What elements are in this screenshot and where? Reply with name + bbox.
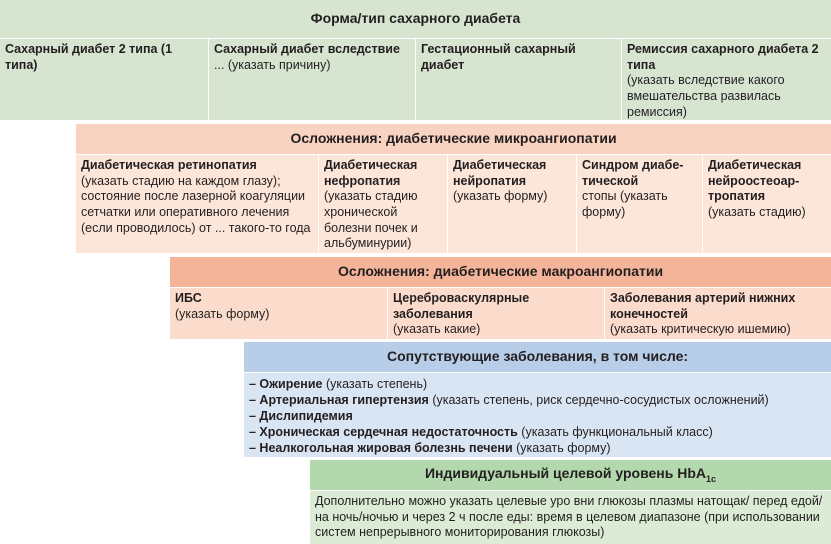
diabetic-foot-cell [576, 155, 702, 253]
macroangiopathy-header [170, 257, 831, 287]
heart-failure-label: – Хроническая сердечная недостаточность [249, 425, 518, 439]
microangiopathy-row [76, 155, 831, 253]
list-item [249, 424, 826, 440]
neuroosteoarthropathy-cell [702, 155, 831, 253]
diabetes-type-row [0, 39, 831, 120]
comorbidities-list [244, 373, 831, 457]
remission-label: Ремиссия сахарного диабета 2 типа [627, 42, 819, 72]
cerebrovascular-label: Цереброваскулярные заболевания [393, 291, 530, 321]
nafld-note: (указать форму) [512, 441, 611, 455]
hypertension-note: (указать степень, риск сердечно-сосудистых осложнений) [428, 393, 769, 407]
retinopathy-cell [76, 155, 318, 253]
hba1c-title-text: Индивидуальный целевой уровень HbA [424, 464, 707, 481]
list-item [249, 376, 826, 392]
hypertension-label: – Артериальная гипертензия [249, 393, 429, 407]
secondary-diabetes-cell [208, 39, 415, 120]
remission-cell [621, 39, 831, 120]
ihd-note: (указать форму) [175, 306, 270, 321]
diabetic-foot-note: стопы (указать форму) [582, 189, 668, 219]
neuroosteoarthropathy-note: (указать стадию) [708, 204, 806, 219]
gestational-diabetes-cell [415, 39, 621, 120]
list-item [249, 440, 826, 456]
macroangiopathy-row [170, 288, 831, 339]
retinopathy-label: Диабетическая ретинопатия [81, 158, 257, 172]
neuroosteoarthropathy-label: Диабетическая нейроостеоар-тропатия [708, 158, 802, 204]
neuropathy-label: Диабетическая нейропатия [453, 158, 547, 188]
ihd-label: ИБС [175, 291, 202, 305]
lower-limb-arteries-note: (указать критическую ишемию) [610, 322, 791, 337]
microangiopathy-title: Осложнения: диабетические микроангиопатии [290, 130, 617, 147]
remission-note: (указать вследствие какого вмешательства развилась ремиссия) [627, 73, 785, 119]
ihd-cell [170, 288, 387, 339]
nephropathy-note: (указать стадию хронической болезни почек и альбуминурии) [324, 189, 418, 251]
diabetes-type-title: Форма/тип сахарного диабета [310, 10, 521, 27]
obesity-note: (указать степень) [322, 377, 428, 391]
diabetic-foot-label: Синдром диабе-тической [582, 158, 684, 188]
dyslipidemia-label: – Дислипидемия [249, 409, 353, 423]
hba1c-target-header [310, 460, 831, 490]
list-item [249, 392, 826, 408]
secondary-diabetes-label: Сахарный диабет вследствие [214, 42, 400, 56]
list-item [249, 408, 826, 424]
type2-label: Сахарный диабет 2 типа (1 типа) [5, 42, 173, 72]
microangiopathy-header [76, 124, 831, 154]
hba1c-target-title [425, 465, 716, 485]
gestational-diabetes-label: Гестационный сахарный диабет [421, 42, 576, 72]
lower-limb-arteries-cell [604, 288, 831, 339]
retinopathy-note: (указать стадию на каждом глазу); состояние после лазерной коагуляции сетчатки или оперативного лечения (если проводилось) от ... такого-то года [81, 173, 311, 235]
heart-failure-note: (указать функциональный класс) [517, 425, 713, 439]
diabetes-type-header [0, 0, 831, 38]
neuropathy-note: (указать форму) [453, 189, 548, 204]
comorbidities-header [244, 342, 831, 372]
hba1c-subscript: 1c [706, 473, 717, 484]
hba1c-target-body [310, 491, 831, 544]
secondary-diabetes-note: ... (указать причину) [214, 57, 331, 72]
obesity-label: – Ожирение [249, 377, 323, 391]
macroangiopathy-title: Осложнения: диабетические макроангиопатии [337, 263, 664, 280]
nephropathy-label: Диабетическая нефропатия [324, 158, 418, 188]
cerebrovascular-note: (указать какие) [393, 322, 481, 337]
type2-cell [0, 39, 208, 120]
lower-limb-arteries-label: Заболевания артерий нижних конечностей [610, 291, 796, 321]
nafld-label: – Неалкогольная жировая болезнь печени [249, 441, 513, 455]
hba1c-target-note: Дополнительно можно указать целевые уро вни глюкозы плазмы натощак/ перед едой/на ночь/ночью и через 2 ч после еды: время в целевом диапазоне (при использовании систем непрерывного мониторирования глюкозы) [315, 494, 823, 540]
neuropathy-cell [447, 155, 576, 253]
nephropathy-cell [318, 155, 447, 253]
cerebrovascular-cell [387, 288, 604, 339]
comorbidities-title: Сопутствующие заболевания, в том числе: [386, 348, 689, 365]
